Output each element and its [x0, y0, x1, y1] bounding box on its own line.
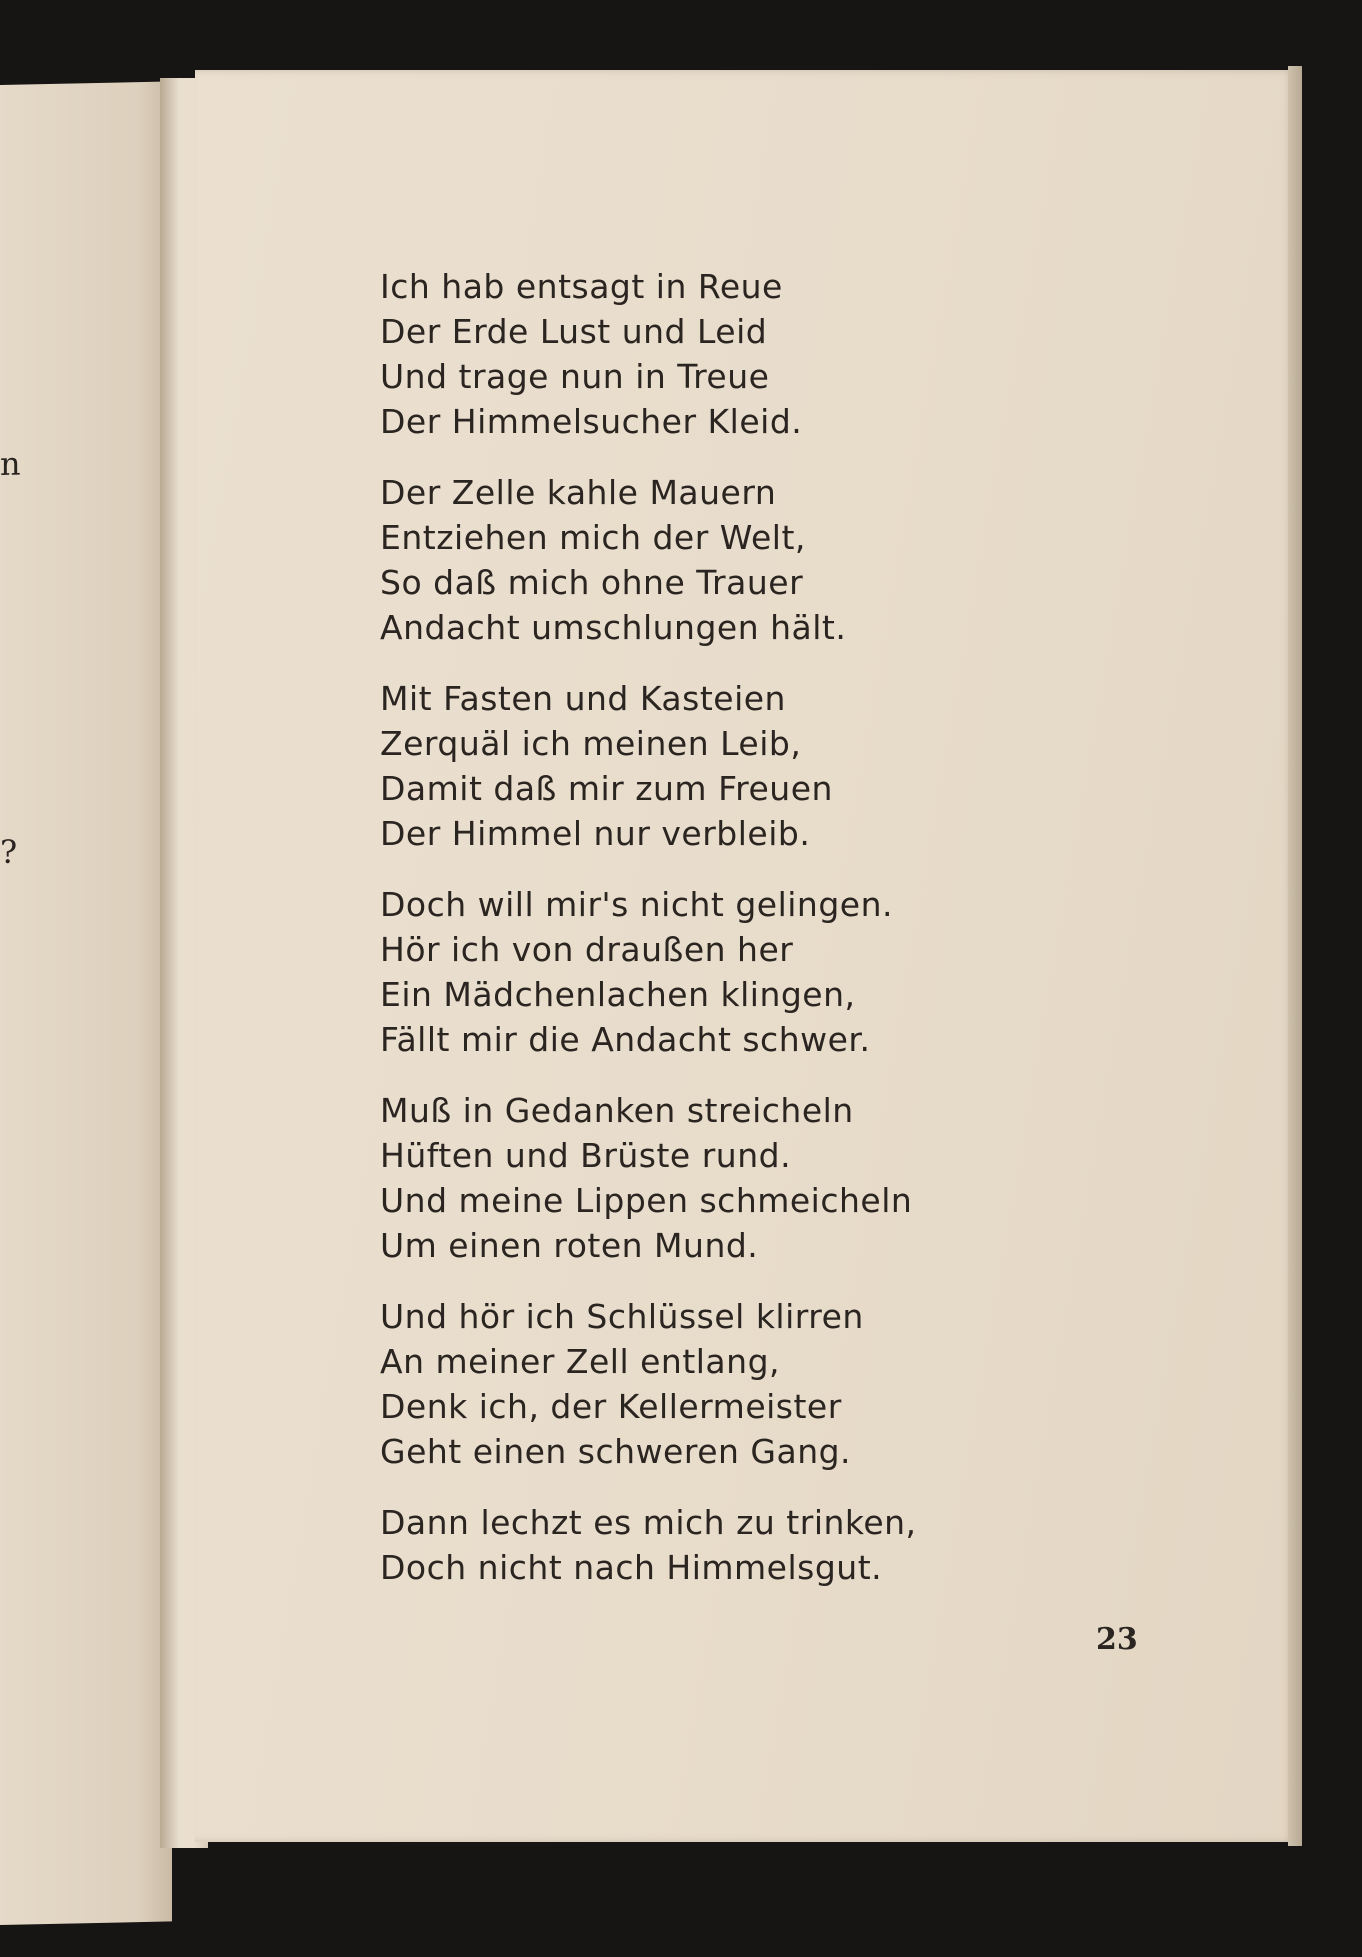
poem-line: Dann lechzt es mich zu trinken,: [380, 1503, 917, 1542]
stanza: [380, 1500, 1100, 1590]
poem-line: Fällt mir die Andacht schwer.: [380, 1020, 871, 1059]
poem-line: Der Himmelsucher Kleid.: [380, 402, 803, 441]
poem-line: Der Himmel nur verbleib.: [380, 814, 811, 853]
poem-line: Doch nicht nach Himmelsgut.: [380, 1548, 883, 1587]
poem-line: Und meine Lippen schmeicheln: [380, 1181, 913, 1220]
page-edge: [1288, 66, 1302, 1846]
poem-line: Der Zelle kahle Mauern: [380, 473, 777, 512]
stanza: [380, 676, 1100, 856]
left-page-fragment: n: [0, 444, 21, 483]
left-page: [0, 81, 172, 1925]
poem-line: Geht einen schweren Gang.: [380, 1432, 852, 1471]
poem-line: Ich hab entsagt in Reue: [380, 267, 783, 306]
poem-line: Entziehen mich der Welt,: [380, 518, 806, 557]
poem-line: Doch will mir's nicht gelingen.: [380, 885, 893, 924]
stanza: [380, 264, 1100, 444]
poem-line: Ein Mädchenlachen klingen,: [380, 975, 856, 1014]
poem-line: An meiner Zell entlang,: [380, 1342, 781, 1381]
poem-line: Um einen roten Mund.: [380, 1226, 759, 1265]
poem-line: Andacht umschlungen hält.: [380, 608, 847, 647]
poem-line: Denk ich, der Kellermeister: [380, 1387, 842, 1426]
left-page-fragment: ?: [0, 832, 18, 871]
poem-line: Muß in Gedanken streicheln: [380, 1091, 854, 1130]
poem: [380, 264, 1100, 1616]
stanza: [380, 1294, 1100, 1474]
stanza: [380, 1088, 1100, 1268]
page-number: 23: [1096, 1622, 1138, 1657]
poem-line: Zerquäl ich meinen Leib,: [380, 724, 802, 763]
poem-line: Hüften und Brüste rund.: [380, 1136, 792, 1175]
poem-line: Und trage nun in Treue: [380, 357, 770, 396]
poem-line: Hör ich von draußen her: [380, 930, 794, 969]
poem-line: So daß mich ohne Trauer: [380, 563, 804, 602]
poem-line: Damit daß mir zum Freuen: [380, 769, 833, 808]
poem-line: Mit Fasten und Kasteien: [380, 679, 786, 718]
poem-line: Und hör ich Schlüssel klirren: [380, 1297, 864, 1336]
poem-line: Der Erde Lust und Leid: [380, 312, 768, 351]
stanza: [380, 882, 1100, 1062]
stanza: [380, 470, 1100, 650]
